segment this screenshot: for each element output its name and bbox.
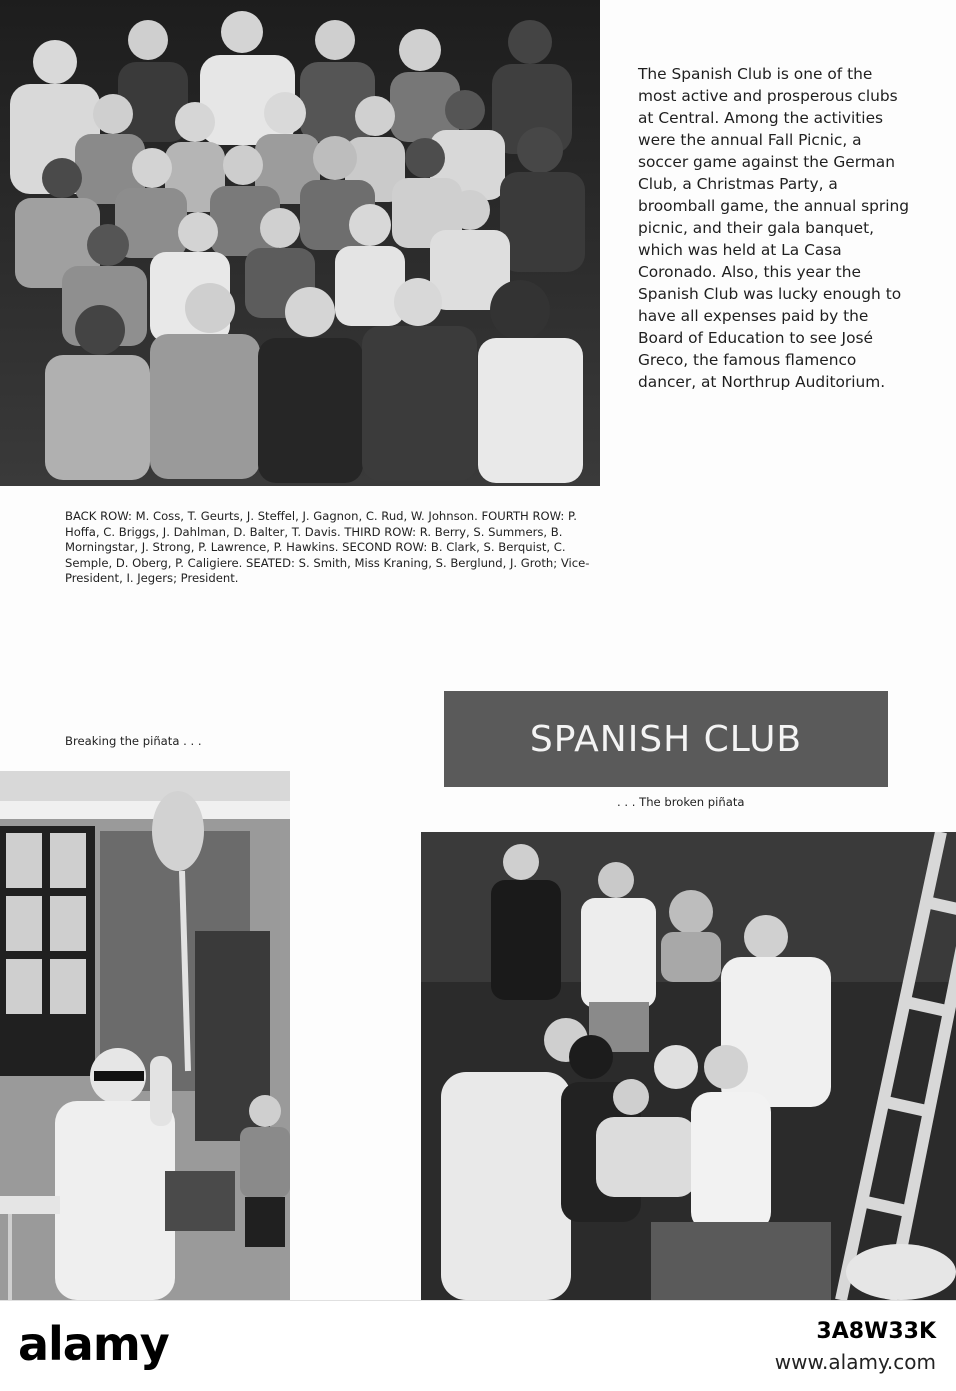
page-title: SPANISH CLUB <box>529 718 803 760</box>
group-photo <box>0 0 600 486</box>
watermark-url: www.alamy.com <box>774 1350 936 1374</box>
watermark-strip <box>0 1300 956 1391</box>
broken-pinata-caption: . . . The broken piñata <box>617 795 745 809</box>
roster-caption: BACK ROW: M. Coss, T. Geurts, J. Steffel, J. Gagnon, C. Rud, W. Johnson. FOURTH ROW: P. Hoffa, C. Briggs, J. Dahlman, D. Balter, T. Davis. THIRD ROW: R. Berry, S. Summers, B. Morningstar, J. Strong, P. Lawrence, P. Hawkins. SECOND ROW: B. Clark, S. Berquist, C. Semple, D. Oberg, P. Caligiere. SEATED: S. Smith, Miss Kraning, S. Berglund, J. Groth; Vice-President, I. Jegers; President. <box>65 509 590 586</box>
alamy-logo: alamy <box>18 1317 169 1371</box>
title-banner <box>444 691 888 787</box>
pinata-photo <box>0 771 290 1300</box>
pinata-caption: Breaking the piñata . . . <box>65 734 202 748</box>
broken-pinata-photo <box>421 832 956 1300</box>
watermark-info <box>775 1319 936 1374</box>
image-id: 3A8W33K <box>816 1319 936 1344</box>
intro-paragraph: The Spanish Club is one of the most active and prosperous clubs at Central. Among the activities were the annual Fall Picnic, a soccer game against the German Club, a Christmas Party, a broomball game, the annual spring picnic, and their gala banquet, which was held at La Casa Coronado. Also, this year the Spanish Club was lucky enough to have all expenses paid by the Board of Education to see José Greco, the famous flamenco dancer, at Northrup Auditorium. <box>638 65 910 391</box>
